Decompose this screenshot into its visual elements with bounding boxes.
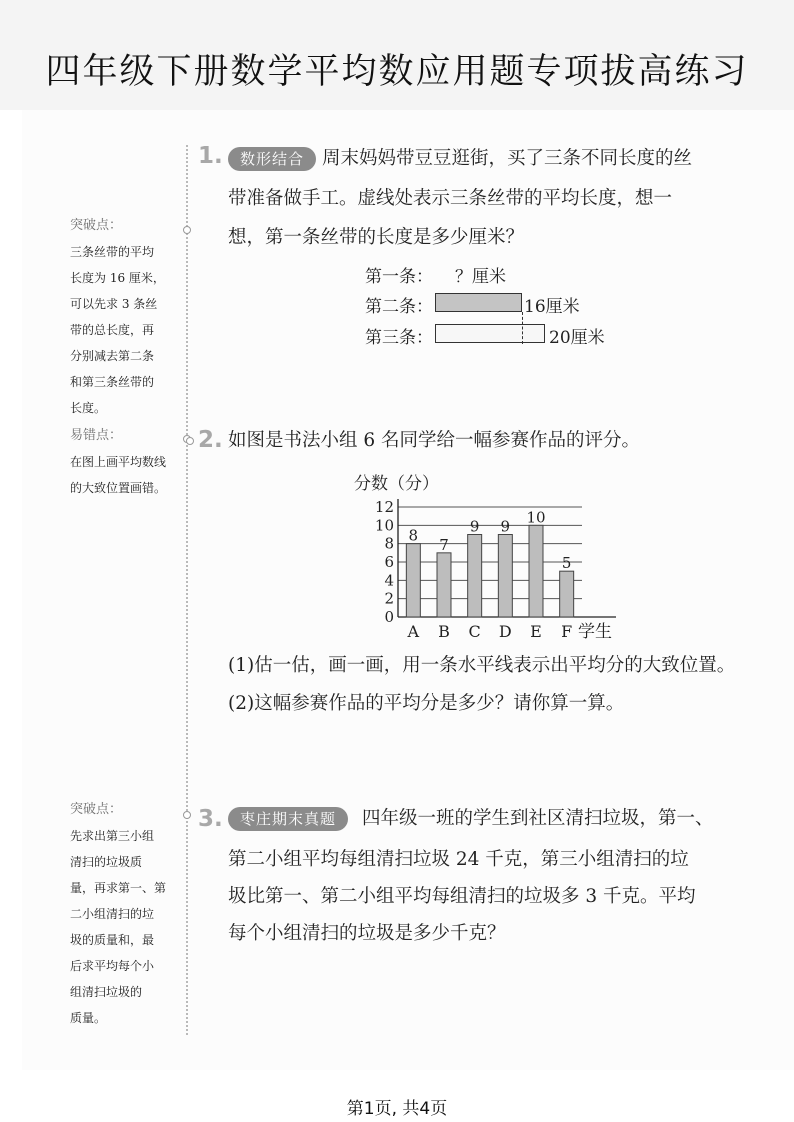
question-3-number: 3. xyxy=(198,806,223,832)
x-axis-label: 学生 xyxy=(578,622,612,642)
question-1-line: 带准备做手工。虚线处表示三条丝带的平均长度，想一 xyxy=(228,188,673,209)
x-tick-label: E xyxy=(530,622,542,641)
x-tick-label: F xyxy=(561,622,573,641)
page-footer: 第1页, 共4页 xyxy=(346,1099,448,1119)
question-3-tag: 枣庄期末真题 xyxy=(228,807,348,831)
note-line: 的大致位置画错。 xyxy=(70,481,167,495)
bar-value-label: 7 xyxy=(439,535,449,554)
x-tick-label: C xyxy=(468,622,481,641)
x-tick-label: B xyxy=(438,622,450,641)
ribbon-3-bar xyxy=(435,324,545,343)
y-tick-label: 12 xyxy=(374,498,394,516)
y-tick-label: 4 xyxy=(384,571,394,590)
bar-value-label: 10 xyxy=(526,508,546,527)
y-tick-label: 10 xyxy=(374,516,394,535)
note-heading: 突破点： xyxy=(70,802,123,817)
page-title: 四年级下册数学平均数应用题专项拔高练习 xyxy=(45,52,749,92)
q2-bullet-icon xyxy=(186,437,194,445)
note-heading: 突破点： xyxy=(70,218,123,233)
ribbon-3-label: 第三条： xyxy=(365,328,433,348)
question-2-sub-2: (2)这幅参赛作品的平均分是多少？请你算一算。 xyxy=(228,693,625,714)
bar xyxy=(468,535,482,618)
note-bullet-icon xyxy=(183,811,191,819)
note-line: 组清扫垃圾的 xyxy=(70,985,143,999)
note-line: 二小组清扫的垃 xyxy=(70,907,155,921)
question-2-text: 如图是书法小组 6 名同学给一幅参赛作品的评分。 xyxy=(228,430,641,451)
y-tick-label: 0 xyxy=(384,608,394,626)
margin-divider xyxy=(186,145,188,1035)
ribbon-2-label: 第二条： xyxy=(365,297,433,317)
note-line: 先求出第三小组 xyxy=(70,829,155,843)
note-line: 后求平均每个小 xyxy=(70,959,155,973)
bar xyxy=(406,544,420,617)
question-1-line: 想，第一条丝带的长度是多少厘米？ xyxy=(228,227,525,248)
note-line: 可以先求 3 条丝 xyxy=(70,297,158,311)
note-line: 和第三条丝带的 xyxy=(70,375,155,389)
question-1-tag: 数形结合 xyxy=(228,147,316,171)
x-tick-label: D xyxy=(498,622,512,641)
score-bar-chart xyxy=(340,465,640,645)
question-3-line: 圾比第一、第二小组平均每组清扫的垃圾多 3 千克。平均 xyxy=(228,886,696,907)
y-tick-label: 6 xyxy=(384,553,394,571)
bar-value-label: 9 xyxy=(469,517,480,536)
average-dashed-line xyxy=(522,312,523,344)
bar-value-label: 5 xyxy=(561,554,572,573)
note-line: 分别减去第二条 xyxy=(70,349,155,363)
bar-value-label: 9 xyxy=(500,517,511,536)
sidebar-note-3 xyxy=(70,797,178,1031)
sidebar-note-2 xyxy=(70,423,178,501)
note-line: 三条丝带的平均 xyxy=(70,245,155,259)
note-line: 清扫的垃圾质 xyxy=(70,855,143,869)
question-1-line: 周末妈妈带豆豆逛街，买了三条不同长度的丝 xyxy=(322,148,693,169)
bar xyxy=(498,535,512,618)
sidebar-note-1 xyxy=(70,213,178,421)
note-line: 长度为 16 厘米， xyxy=(70,271,165,285)
question-1-number: 1. xyxy=(198,143,223,169)
question-2-sub-1: (1)估一估，画一画，用一条水平线表示出平均分的大致位置。 xyxy=(228,655,736,676)
question-2-number: 2. xyxy=(198,427,223,453)
ribbon-1-value: ？厘米 xyxy=(455,267,506,287)
note-bullet-icon xyxy=(183,226,191,234)
y-tick-label: 2 xyxy=(384,589,394,608)
question-3-line: 四年级一班的学生到社区清扫垃圾，第一、 xyxy=(362,808,714,829)
note-heading: 易错点： xyxy=(70,428,123,443)
bar xyxy=(529,525,543,617)
note-line: 带的总长度，再 xyxy=(70,323,155,337)
note-line: 长度。 xyxy=(70,401,107,415)
ribbon-2-bar xyxy=(435,293,522,312)
x-tick-label: A xyxy=(407,622,420,641)
note-line: 质量。 xyxy=(70,1011,107,1025)
note-line: 量，再求第一、第 xyxy=(70,881,167,895)
y-tick-label: 8 xyxy=(384,534,394,553)
note-line: 在图上画平均数线 xyxy=(70,455,167,469)
question-3-line: 每个小组清扫的垃圾是多少千克？ xyxy=(228,923,506,944)
ribbon-1-label: 第一条： xyxy=(365,267,433,287)
bar xyxy=(560,571,574,617)
question-3-line: 第二小组平均每组清扫垃圾 24 千克，第三小组清扫的垃 xyxy=(228,849,689,870)
ribbon-2-value: 16厘米 xyxy=(524,297,580,317)
ribbon-3-value: 20厘米 xyxy=(549,328,605,348)
bar-value-label: 8 xyxy=(408,526,419,545)
note-line: 圾的质量和，最 xyxy=(70,933,155,947)
bar xyxy=(437,553,451,617)
y-axis-label: 分数（分） xyxy=(354,474,439,494)
